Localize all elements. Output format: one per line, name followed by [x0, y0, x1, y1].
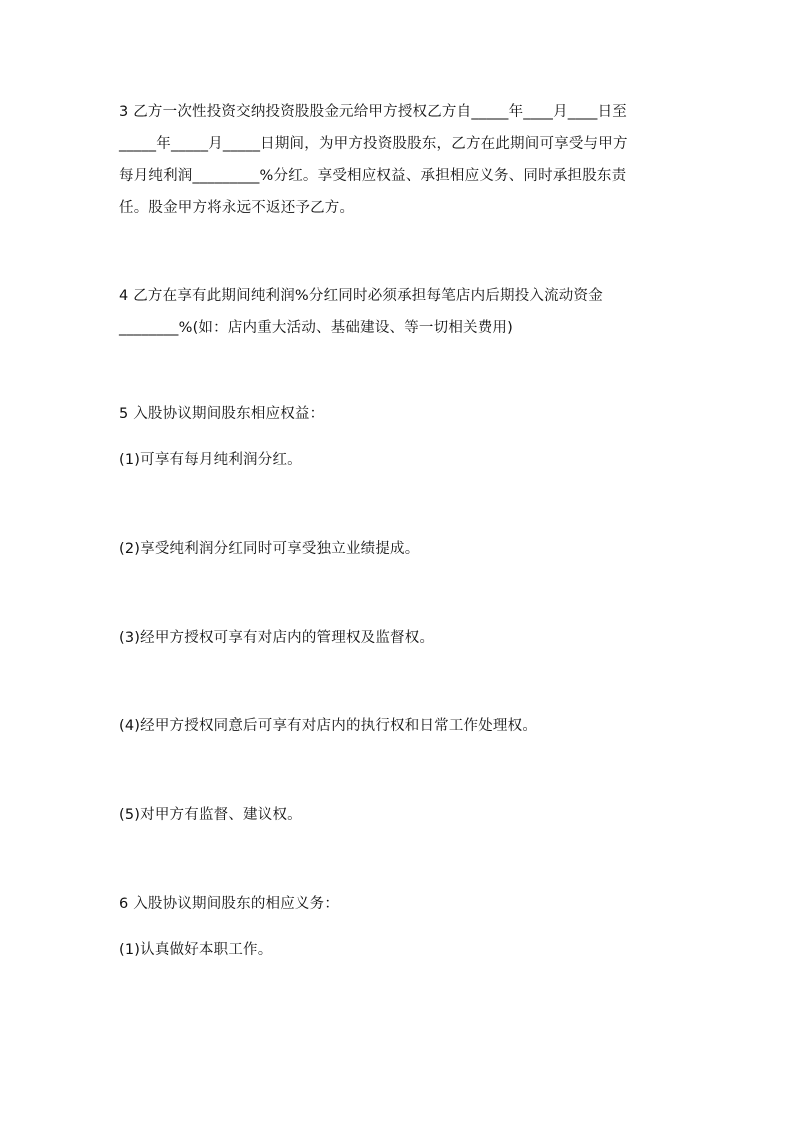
text-line: 任。股金甲方将永远不返还予乙方。	[119, 200, 355, 216]
text-line: 3 乙方一次性投资交纳投资股股金元给甲方授权乙方自_____年____月____日至	[119, 104, 627, 120]
text-line: (5)对甲方有监督、建议权。	[119, 807, 302, 823]
text-line: 每月纯利润_________%分红。享受相应权益、承担相应义务、同时承担股东责	[119, 168, 627, 184]
text-line: (2)享受纯利润分红同时可享受独立业绩提成。	[119, 541, 420, 557]
rights-item-2	[119, 533, 675, 565]
text-line: 6 入股协议期间股东的相应义务：	[119, 896, 340, 912]
heading-shareholder-rights	[119, 398, 675, 430]
rights-item-4	[119, 710, 675, 742]
rights-item-5	[119, 799, 675, 831]
text-line: 5 入股协议期间股东相应权益：	[119, 406, 325, 422]
text-line: (4)经甲方授权同意后可享有对店内的执行权和日常工作处理权。	[119, 718, 538, 734]
rights-item-3	[119, 622, 675, 654]
text-line: (1)认真做好本职工作。	[119, 942, 273, 958]
text-line: _____年_____月_____日期间，为甲方投资股股东，乙方在此期间可享受与甲方	[119, 136, 628, 152]
obligations-item-1	[119, 934, 675, 966]
text-line: ________%(如：店内重大活动、基础建设、等一切相关费用)	[119, 320, 513, 336]
paragraph-clause-4	[119, 280, 675, 344]
paragraph-clause-3	[119, 96, 675, 224]
heading-shareholder-obligations	[119, 888, 675, 920]
text-line: (1)可享有每月纯利润分红。	[119, 452, 302, 468]
text-line: 4 乙方在享有此期间纯利润%分红同时必须承担每笔店内后期投入流动资金	[119, 288, 603, 304]
text-line: (3)经甲方授权可享有对店内的管理权及监督权。	[119, 630, 435, 646]
rights-item-1	[119, 444, 675, 476]
